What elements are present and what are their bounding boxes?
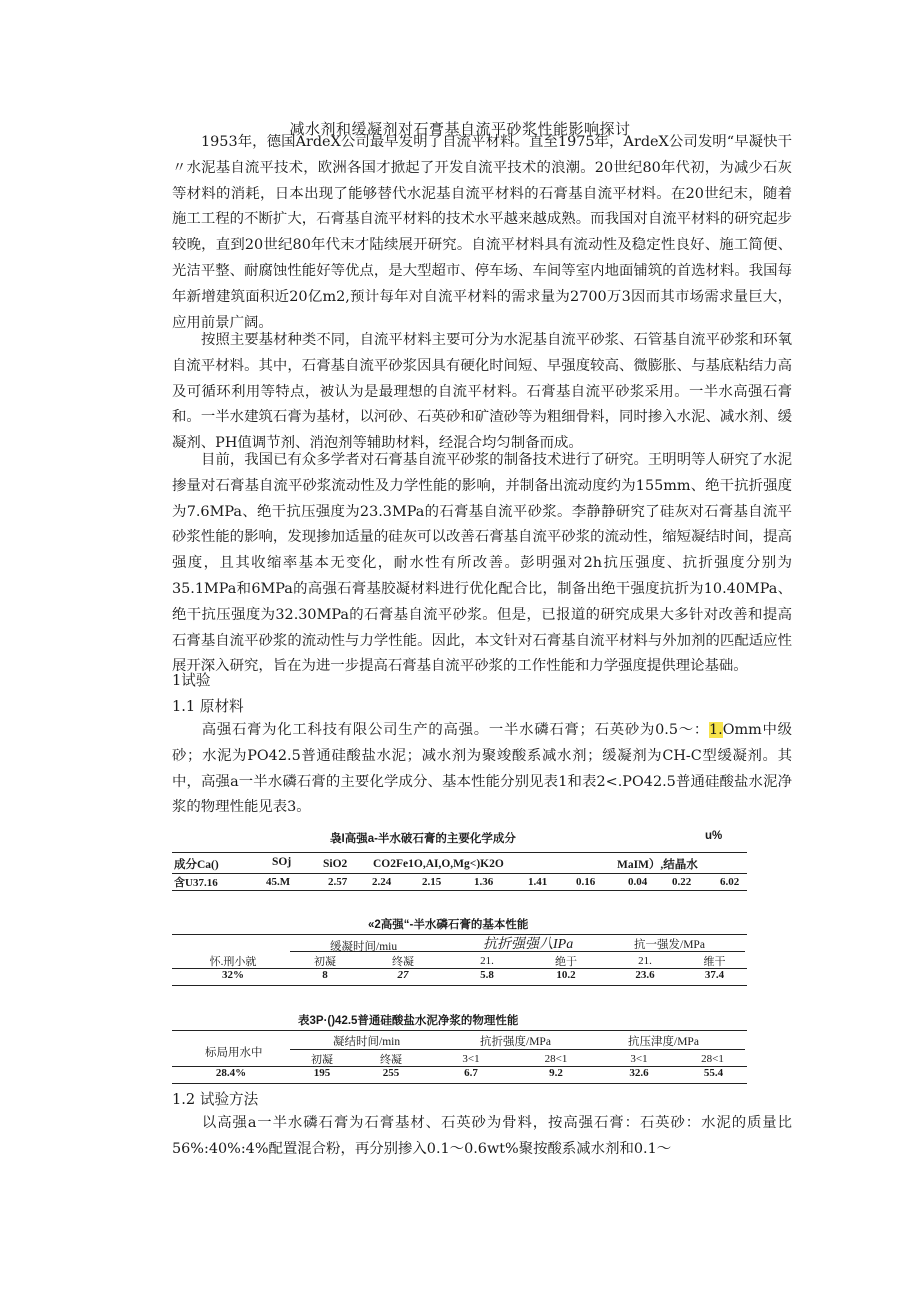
table-cell: 6.7 xyxy=(464,1067,478,1079)
paragraph-1-text: 1953年，德国ArdeX公司最早发明了自流平材料。直至1975年，ArdeX公司发明“早凝快干〃水泥基自流平技术，欧洲各国才掀起了开发自流平技术的浪潮。20世纪80年代初，为减少石灰等材料的消耗，日本出现了能够替代水泥基自流平材料的石膏基自流平材料。在20世纪末，随着施工工程的不断扩大，石膏基自流平材料的技术水平越来越成熟。而我国对自流平材料的研究起步较晚，直到20世纪80年代末才陆续展开研究。自流平材料具有流动性及稳定性良好、施工简便、光洁平整、耐腐蚀性能好等优点，是大型超市、停车场、车间等室内地面铺筑的首选材料。我国每年新增建筑面积近20亿m2,预计每年对自流平材料的需求量为2700万3因而其市场需求量巨大，应用前景广阔。 xyxy=(172,134,792,331)
table-3-caption: 表3P·()42.5普通硅酸盐水泥净浆的物理性能 xyxy=(298,1015,519,1027)
table-header-cell: 21. xyxy=(480,955,494,967)
paragraph-5-text: 以高强a一半水磷石膏为石膏基材、石英砂为骨料，按高强石膏：石英砂：水泥的质量比56%:40%:4%配置混合粉，再分别掺入0.1～0.6wt%聚按酸系减水剂和0.1～ xyxy=(172,1115,792,1157)
table-2-h1-2: 抗一强发/MPa xyxy=(634,939,705,951)
paragraph-2-text: 按照主要基材种类不同，自流平材料主要可分为水泥基自流平砂浆、石管基自流平砂浆和环氧自流平材料。其中，石膏基自流平砂浆因具有硬化时间短、早强度较高、微膨胀、与基底粘结力高及可循环利用等特点，被认为是最理想的自流平材料。石膏基自流平砂浆采用。一半水高强石膏和。一半水建筑石膏为基材，以河砂、石英砂和矿渣砂等为粗细骨料，同时掺入水泥、减水剂、缓凝剂、PH值调节剂、消泡剂等辅助材料，经混合均匀制备而成。 xyxy=(172,332,792,452)
highlighted-text: 1. xyxy=(708,722,723,738)
table-cell: 2.24 xyxy=(372,876,392,888)
table-2-caption: «2高强“-半水磷石膏的基本性能 xyxy=(368,919,529,931)
section-heading-1-1: 1.1 原材料 xyxy=(172,698,244,715)
table-cell: 1.36 xyxy=(474,876,494,888)
table-1-bottom-rule xyxy=(172,890,747,891)
table-row xyxy=(290,1051,745,1067)
table-header-cell: 28<1 xyxy=(701,1053,724,1065)
table-3-top-rule xyxy=(172,1030,747,1031)
table-header-cell: 绝于 xyxy=(555,956,577,968)
table-3-subheader xyxy=(290,1051,745,1067)
table-2-subheader xyxy=(172,953,747,969)
table-cell: 45.M xyxy=(266,876,291,888)
table-cell: 32.6 xyxy=(629,1067,649,1079)
page-title: 减水剂和缓凝剂对石膏基自流平砂浆性能影响探讨 xyxy=(289,120,631,138)
table-cell: 0.04 xyxy=(628,876,648,888)
paragraph-3-text: 目前，我国已有众多学者对石膏基自流平砂浆的制备技术进行了研究。王明明等人研究了水泥掺量对石膏基自流平砂浆流动性及力学性能的影响，并制备出流动度约为155mm、绝干抗折强度为7.6MPa、绝干抗压强度为23.3MPa的石膏基自流平砂浆。李静静研究了硅灰对石膏基自流平砂浆性能的影响，发现掺加适量的硅灰可以改善石膏基自流平砂浆的流动性，缩短凝结时间，提高强度，且其收缩率基本无变化，耐水性有所改善。彭明强对2h抗压强度、抗折强度分别为35.1MPa和6MPa的高强石膏基胶凝材料进行优化配合比，制备出绝干强度抗折为10.40MPa、绝干抗压强度为32.30MPa的石膏基自流平砂浆。但是，已报道的研究成果大多针对改善和提高石膏基自流平砂浆的流动性与力学性能。因此，本文针对石膏基自流平材料与外加剂的匹配适应性展开深入研究，旨在为进一步提高石膏基自流平砂浆的工作性能和力学强度提供理论基础。 xyxy=(172,452,792,675)
table-cell: 1.41 xyxy=(528,876,548,888)
table-header-cell: 初凝 xyxy=(311,1054,333,1066)
table-cell: 23.6 xyxy=(635,969,655,981)
table-header-cell: 怀.刑小就 xyxy=(209,956,257,968)
table-cell: 0.16 xyxy=(576,876,596,888)
table-cell: 6.02 xyxy=(720,876,740,888)
paragraph-5 xyxy=(172,1111,792,1163)
table-3-bottom-rule xyxy=(172,1083,747,1084)
table-2-sub-rule xyxy=(290,951,745,952)
table-header-cell: 3<1 xyxy=(630,1053,648,1065)
table-1-header-0: 成分Ca() xyxy=(174,859,219,871)
table-row xyxy=(172,969,747,981)
section-heading-1: 1试验 xyxy=(172,672,211,689)
table-cell: 2.15 xyxy=(422,876,442,888)
paragraph-3 xyxy=(172,448,792,680)
table-cell: 195 xyxy=(313,1067,331,1079)
table-cell: 255 xyxy=(382,1067,400,1079)
table-1-header-1: SOj xyxy=(272,856,292,868)
table-1-header-3: CO2Fe1O,AI,O,Mg<)K2O xyxy=(373,858,504,870)
table-3-h1-1: 凝结时间/min xyxy=(333,1036,401,1048)
table-header-cell: 终凝 xyxy=(380,1054,402,1066)
table-cell: 55.4 xyxy=(703,1067,724,1079)
table-row xyxy=(172,953,747,969)
table-cell: 2.57 xyxy=(328,876,348,888)
table-header-cell: 3<1 xyxy=(462,1053,480,1065)
table-cell: 9.2 xyxy=(549,1067,563,1079)
paragraph-1 xyxy=(172,130,792,336)
table-2 xyxy=(172,969,747,981)
paragraph-4-text-a: 高强石膏为化工科技有限公司生产的高强。一半水磷石膏；石英砂为0.5～： xyxy=(201,722,709,738)
table-header-cell: 终凝 xyxy=(392,956,414,968)
table-3-sub-rule xyxy=(290,1049,745,1050)
table-3 xyxy=(172,1067,747,1079)
paragraph-2 xyxy=(172,328,792,457)
table-row xyxy=(172,874,747,890)
table-2-bottom-rule xyxy=(172,985,747,986)
table-2-h1-0: 缓凝时间/miu xyxy=(330,941,398,953)
table-2-h1-1: 抗折强强八IPa xyxy=(483,937,574,952)
section-heading-1-2: 1.2 试验方法 xyxy=(172,1091,259,1108)
table-cell: 5.8 xyxy=(480,969,494,981)
table-1-caption: 袅I高强a-半水破石膏的主要化学成分 xyxy=(330,833,516,845)
table-header-cell: 21. xyxy=(638,955,652,967)
table-header-cell: 维干 xyxy=(703,956,726,968)
table-cell: 10.2 xyxy=(556,969,576,981)
table-cell: 28.4% xyxy=(215,1067,247,1079)
table-2-top-rule xyxy=(172,934,747,935)
table-3-h1-2: 抗折强度/MPa xyxy=(480,1036,551,1048)
paragraph-4-text-b: Omm中级砂；水泥为PO42.5普通硅酸盐水泥；减水剂为聚竣酸系减水剂；缓凝剂为CH-C型缓凝剂。其中，高强a一半水磷石膏的主要化学成分、基本性能分别见表1和表2<.PO42.5普通硅酸盐水泥净浆的物理性能见表3。 xyxy=(172,722,793,816)
table-cell: 含U37.16 xyxy=(174,877,218,889)
table-1-unit: u% xyxy=(705,830,723,842)
table-cell: 37.4 xyxy=(704,969,725,981)
table-cell: 27 xyxy=(397,969,409,981)
table-header-cell: 初凝 xyxy=(314,956,336,968)
table-3-h1-0: 标局用水中 xyxy=(205,1047,263,1059)
table-1 xyxy=(172,874,747,890)
table-1-top-rule xyxy=(172,852,747,853)
table-cell: 8 xyxy=(322,969,328,981)
table-3-h1-3: 抗压津度/MPa xyxy=(628,1036,699,1048)
table-1-header-2: SiO2 xyxy=(323,858,348,870)
table-header-cell: 28<1 xyxy=(544,1053,568,1065)
table-cell: 0.22 xyxy=(672,876,692,888)
table-cell: 32% xyxy=(222,969,244,981)
paragraph-4 xyxy=(172,718,792,821)
table-row xyxy=(172,1067,747,1079)
table-1-header-4: MaIM）,结晶水 xyxy=(617,859,698,871)
